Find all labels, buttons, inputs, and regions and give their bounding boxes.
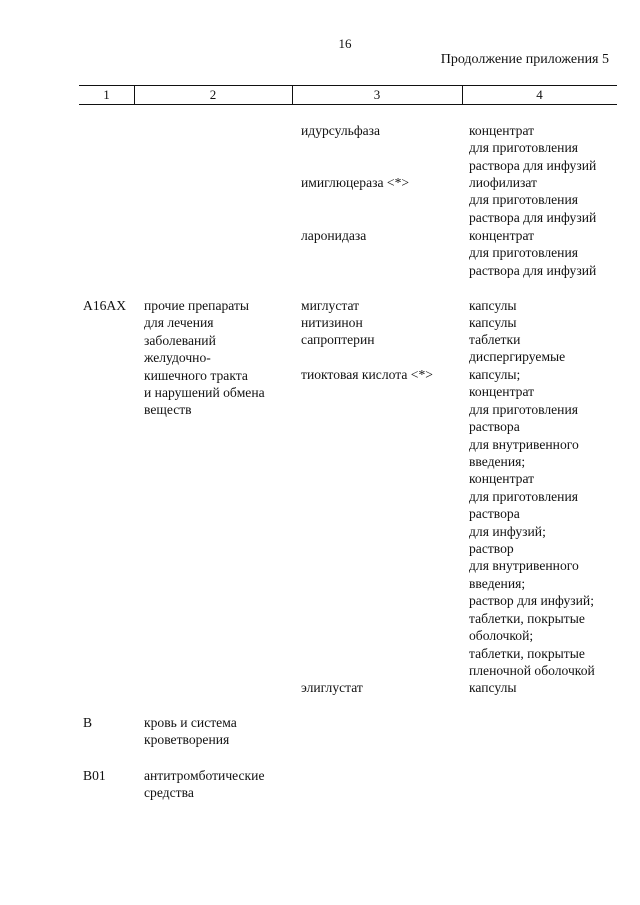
form-cell: [469, 174, 596, 226]
cell-line: капсулы: [469, 315, 517, 330]
cell-line: сапроптерин: [301, 332, 375, 347]
cell-line: диспергируемые: [469, 349, 566, 365]
cell-line: лиофилизат: [469, 175, 537, 190]
code-cell: [83, 714, 92, 731]
cell-line: кишечного тракта: [144, 367, 248, 383]
cell-line: имиглюцераза <*>: [301, 175, 410, 190]
cell-line: концентрат: [469, 384, 535, 400]
header-col-2: 2: [209, 87, 217, 102]
group-cell: [144, 714, 237, 749]
header-bottom-rule: [79, 104, 617, 105]
drug-cell: [301, 314, 363, 331]
cell-line: введения;: [469, 454, 526, 470]
cell-line: кровь и система: [144, 715, 237, 730]
cell-line: тиоктовая кислота <*>: [301, 367, 433, 382]
drug-cell: [301, 227, 366, 244]
cell-line: раствора для инфузий: [469, 157, 597, 173]
cell-line: для приготовления: [469, 140, 578, 156]
drug-cell: [301, 331, 375, 348]
header-col-1: 1: [103, 87, 110, 102]
group-cell: [144, 297, 265, 419]
cell-line: ларонидаза: [301, 228, 367, 243]
drug-cell: [301, 366, 433, 383]
cell-line: таблетки, покрытые: [469, 645, 585, 661]
cell-line: концентрат: [469, 471, 535, 487]
cell-line: для лечения: [144, 315, 214, 331]
cell-line: капсулы;: [469, 367, 521, 382]
cell-line: раствора для инфузий: [469, 209, 597, 225]
cell-line: для инфузий;: [469, 523, 546, 539]
cell-line: заболеваний: [144, 332, 216, 348]
cell-line: таблетки: [469, 332, 521, 347]
cell-line: капсулы: [469, 298, 517, 313]
cell-line: концентрат: [469, 123, 535, 138]
code-cell: [83, 297, 126, 314]
cell-line: пленочной оболочкой: [469, 662, 595, 678]
page-number: 16: [338, 36, 352, 51]
cell-line: A16AX: [83, 298, 127, 313]
cell-line: введения;: [469, 575, 526, 591]
cell-line: концентрат: [469, 228, 535, 243]
cell-line: идурсульфаза: [301, 123, 381, 138]
cell-line: средства: [144, 785, 194, 801]
cell-line: раствора: [469, 419, 520, 435]
code-cell: [83, 767, 106, 784]
header-col-3: 3: [373, 87, 381, 102]
cell-line: раствор: [469, 541, 514, 557]
continuation-title: Продолжение приложения 5: [440, 52, 609, 67]
cell-line: антитромботические: [144, 768, 265, 783]
cell-line: для приготовления: [469, 192, 578, 208]
cell-line: миглустат: [301, 298, 360, 313]
cell-line: кроветворения: [144, 732, 230, 748]
form-cell: [469, 679, 517, 696]
cell-line: для приготовления: [469, 401, 578, 417]
cell-line: желудочно-: [144, 350, 211, 366]
header-col-4: 4: [536, 87, 543, 102]
cell-line: для внутривенного: [469, 558, 579, 574]
drug-cell: [301, 297, 359, 314]
cell-line: оболочкой;: [469, 628, 534, 644]
drug-cell: [301, 122, 380, 139]
cell-line: элиглустат: [301, 680, 363, 695]
cell-line: для внутривенного: [469, 436, 579, 452]
drug-cell: [301, 679, 363, 696]
form-cell: [469, 331, 565, 366]
form-cell: [469, 122, 596, 174]
cell-line: раствора: [469, 506, 520, 522]
group-cell: [144, 767, 264, 802]
cell-line: B: [83, 715, 93, 730]
cell-line: веществ: [144, 402, 192, 418]
cell-line: раствор для инфузий;: [469, 593, 594, 609]
cell-line: и нарушений обмена: [144, 385, 265, 401]
cell-line: для приготовления: [469, 245, 578, 261]
form-cell: [469, 314, 517, 331]
cell-line: таблетки, покрытые: [469, 610, 585, 626]
form-cell: [469, 227, 596, 279]
cell-line: капсулы: [469, 680, 517, 695]
cell-line: B01: [83, 768, 106, 783]
cell-line: нитизинон: [301, 315, 363, 330]
cell-line: для приготовления: [469, 488, 578, 504]
form-cell: [469, 366, 595, 679]
drug-cell: [301, 174, 409, 191]
form-cell: [469, 297, 517, 314]
cell-line: раствора для инфузий: [469, 262, 597, 278]
cell-line: прочие препараты: [144, 298, 250, 313]
